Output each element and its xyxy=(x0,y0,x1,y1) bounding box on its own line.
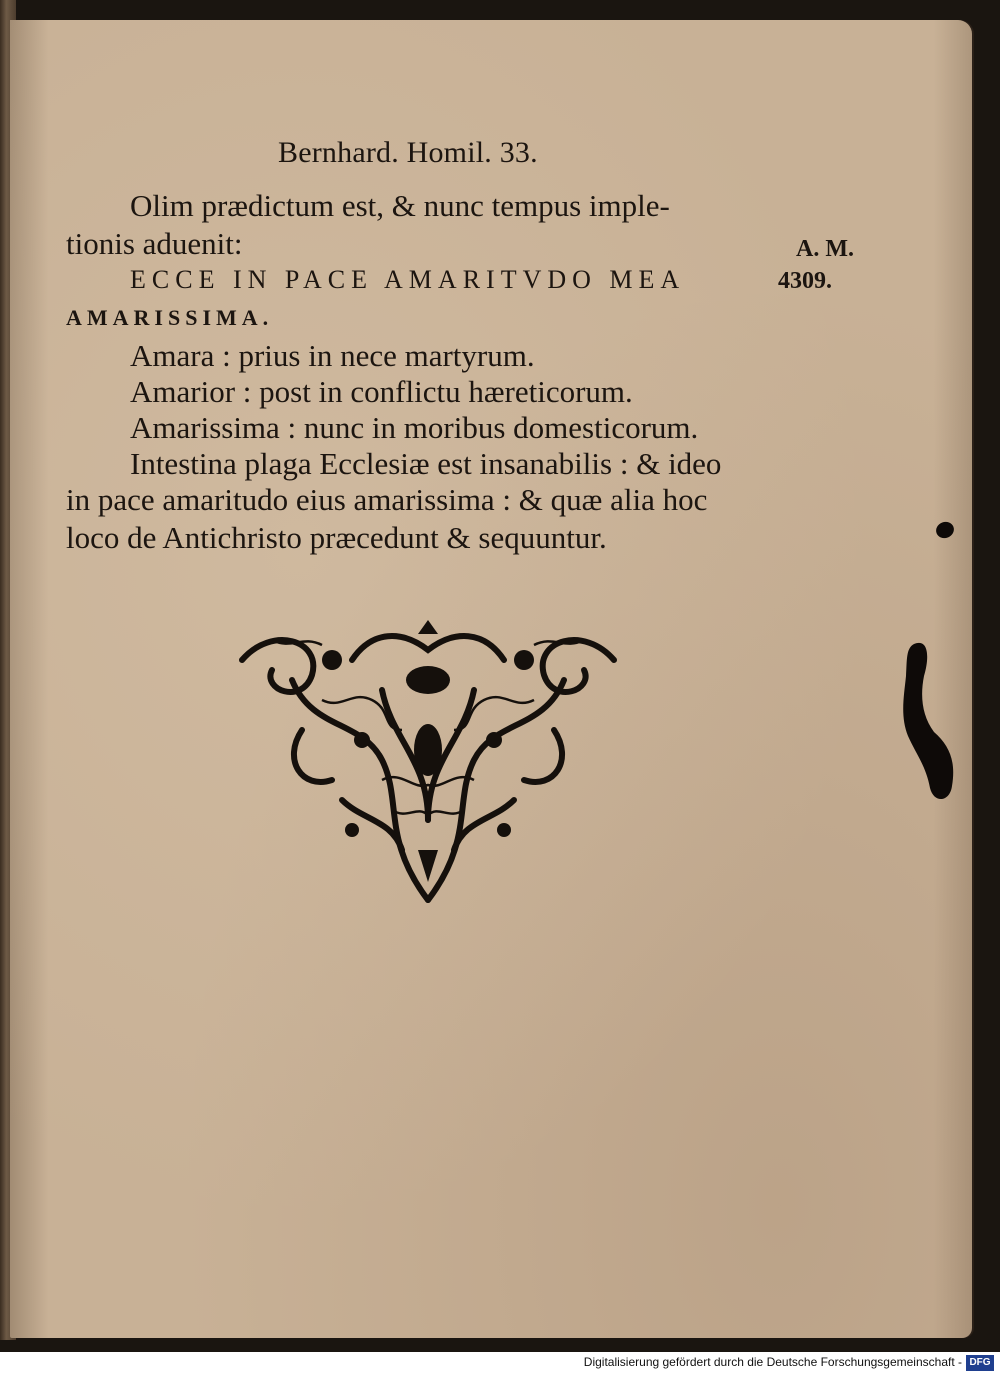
marginal-note-line-2: 4309. xyxy=(778,268,832,294)
running-head: Bernhard. Homil. 33. xyxy=(278,136,538,169)
text-line-7: Amarissima : nunc in moribus domesticorum. xyxy=(130,410,699,445)
text-line-10: loco de Antichristo præcedunt & sequuntur. xyxy=(66,520,607,555)
funding-credit: Digitalisierung gefördert durch die Deutsche Forschungsgemeinschaft - xyxy=(583,1355,962,1369)
text-line-4: AMARISSIMA. xyxy=(66,305,274,330)
text-line-1: Olim prædictum est, & nunc tempus imple- xyxy=(130,188,670,223)
text-line-9: in pace amaritudo eius amarissima : & quæ alia hoc xyxy=(66,482,708,517)
digitization-footer xyxy=(0,1352,1000,1376)
book-page xyxy=(10,20,972,1338)
text-line-5: Amara : prius in nece martyrum. xyxy=(130,338,535,373)
tailpiece-ornament xyxy=(232,620,624,910)
text-line-2: tionis aduenit: xyxy=(66,226,243,261)
text-line-6: Amarior : post in conflictu hæreticorum. xyxy=(130,374,633,409)
text-line-3: ECCE IN PACE AMARITVDO MEA xyxy=(130,265,686,294)
marginal-note-line-1: A. M. xyxy=(796,236,854,262)
dfg-logo: DFG xyxy=(966,1355,994,1371)
text-line-8: Intestina plaga Ecclesiæ est insanabilis : & ideo xyxy=(130,446,722,481)
ink-spot xyxy=(934,519,956,540)
ink-stain xyxy=(894,636,964,806)
